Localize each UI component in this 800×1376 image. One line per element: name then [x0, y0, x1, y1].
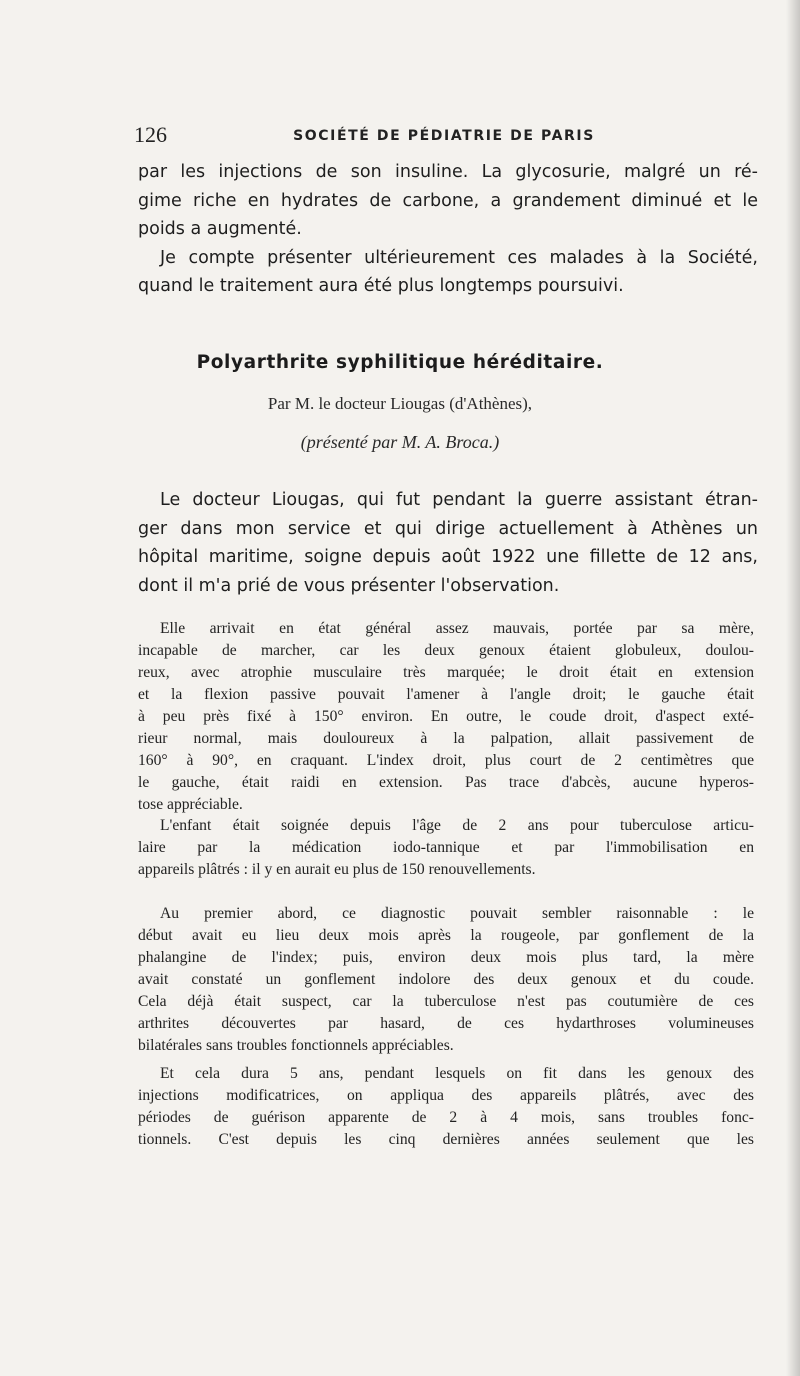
text-line: phalangine de l'index; puis, environ deux mois plus tard, la mère	[138, 949, 754, 966]
text-line: poids a augmenté.	[138, 219, 302, 239]
text-line: gime riche en hydrates de carbone, a grandement diminué et le	[138, 190, 758, 211]
text-line: tose appréciable.	[138, 796, 243, 813]
case-introduction	[138, 486, 758, 600]
text-line: dont il m'a prié de vous présenter l'observation.	[138, 575, 560, 596]
page-edge-shadow	[786, 0, 800, 1376]
text-line: bilatérales sans troubles fonctionnels appréciables.	[138, 1037, 454, 1054]
page-header	[134, 120, 754, 154]
text-line: injections modificatrices, on appliqua des appareils plâtrés, avec des	[138, 1087, 754, 1104]
text-line: appareils plâtrés : il y en aurait eu plus de 150 renouvellements.	[138, 861, 536, 878]
text-line: tionnels. C'est depuis les cinq dernières années seulement que les	[138, 1131, 754, 1148]
article-title: Polyarthrite syphilitique héréditaire.	[196, 352, 604, 373]
text-line: quand le traitement aura été plus longtemps poursuivi.	[138, 276, 624, 296]
running-title: SOCIÉTÉ DE PÉDIATRIE DE PARIS	[293, 128, 595, 144]
text-line: Au premier abord, ce diagnostic pouvait sembler raisonnable : le	[160, 905, 754, 922]
observation-paragraph-3	[138, 903, 754, 1057]
observation-paragraph-4	[138, 1063, 754, 1151]
text-line: Elle arrivait en état général assez mauvais, portée par sa mère,	[160, 620, 754, 637]
text-line: périodes de guérison apparente de 2 à 4 mois, sans troubles fonc-	[138, 1109, 754, 1126]
text-line: avait constaté un gonflement indolore des deux genoux et du coude.	[138, 971, 754, 988]
text-line: ger dans mon service et qui dirige actuellement à Athènes un	[138, 518, 758, 539]
text-line: laire par la médication iodo-tannique et par l'immobilisation en	[138, 839, 754, 856]
text-line: Je compte présenter ultérieurement ces malades à la Société,	[160, 247, 758, 268]
text-line: reux, avec atrophie musculaire très marquée; le droit était en extension	[138, 664, 754, 681]
text-line: hôpital maritime, soigne depuis août 1922 une fillette de 12 ans,	[138, 547, 758, 567]
text-line: par les injections de son insuline. La glycosurie, malgré un ré-	[138, 162, 758, 182]
intro-paragraph	[138, 158, 758, 301]
text-line: le gauche, était raidi en extension. Pas trace d'abcès, aucune hyperos-	[138, 774, 754, 791]
text-line: Cela déjà était suspect, car la tuberculose n'est pas coutumière de ces	[138, 993, 754, 1010]
article-author: Par M. le docteur Liougas (d'Athènes),	[267, 394, 533, 413]
text-line: Le docteur Liougas, qui fut pendant la guerre assistant étran-	[160, 490, 758, 510]
text-line: début avait eu lieu deux mois après la rougeole, par gonflement de la	[138, 927, 754, 944]
observation-paragraph-1	[138, 618, 754, 816]
text-line: incapable de marcher, car les deux genoux étaient globuleux, doulou-	[138, 642, 754, 659]
text-line: et la flexion passive pouvait l'amener à l'angle droit; le gauche était	[138, 686, 754, 703]
text-line: rieur normal, mais douloureux à la palpation, allait passivement de	[138, 730, 754, 747]
text-line: 160° à 90°, en craquant. L'index droit, plus court de 2 centimètres que	[138, 752, 754, 769]
page-number: 126	[134, 122, 167, 147]
presented-by: (présenté par M. A. Broca.)	[300, 432, 500, 452]
text-line: Et cela dura 5 ans, pendant lesquels on fit dans les genoux des	[160, 1065, 754, 1082]
text-line: arthrites découvertes par hasard, de ces hydarthroses volumineuses	[138, 1015, 754, 1032]
observation-paragraph-2	[138, 815, 754, 881]
text-line: L'enfant était soignée depuis l'âge de 2 ans pour tuberculose articu-	[160, 817, 754, 834]
text-line: à peu près fixé à 150° environ. En outre, le coude droit, d'aspect exté-	[138, 708, 754, 725]
